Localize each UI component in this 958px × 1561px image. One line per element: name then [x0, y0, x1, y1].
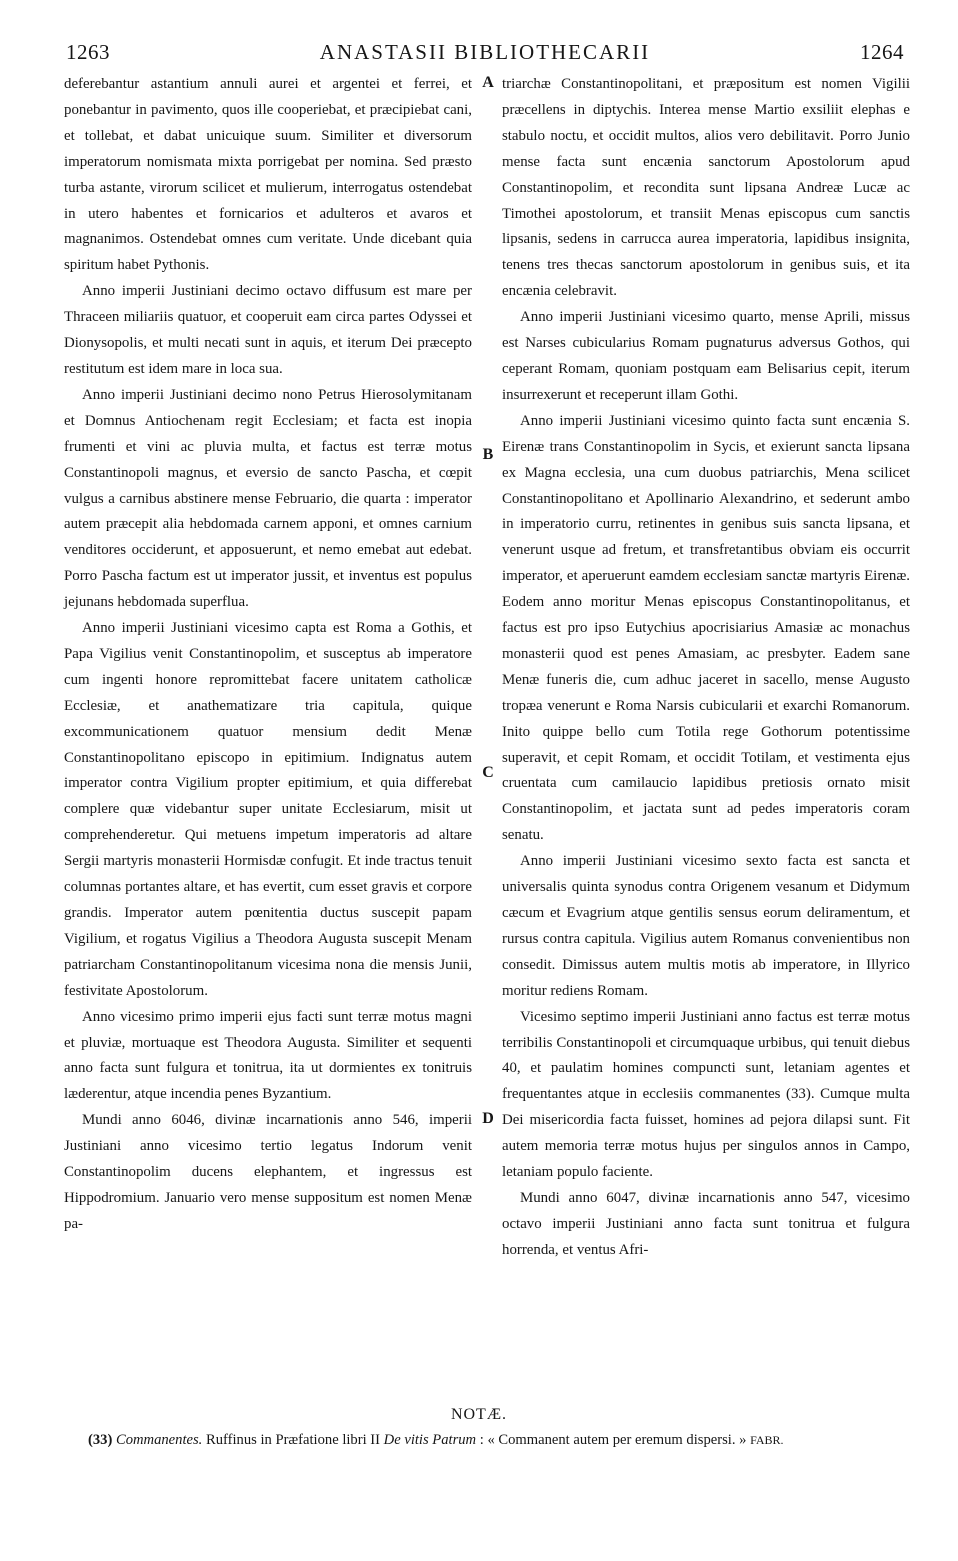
paragraph: Anno imperii Justiniani decimo nono Petrus Hierosolymitanam et Domnus Antiochenam regit Ecclesiam; et facta est inopia frumenti et vini ac pluvia multa, et factus est terræ motus Constantinopoli magnus, et eversio de sancto Pascha, et cœpit vulgus a carnibus abstinere mense Februario, die quarta : imperator autem præcepit alia hebdomada carnem apponi, et omnes carnium venditores occiderunt, et apposuerunt, et nemo emebat aut edebat. Porro Pascha factum est ut imperator jussit, et inventus est populus jejunans hebdomada superflua.	[64, 386, 472, 611]
footnote-work-title: De vitis Patrum	[383, 1432, 477, 1448]
paragraph: Anno imperii Justiniani vicesimo sexto facta est sancta et universalis quinta synodus contra Origenem vesanum et Didymum cæcum et Evagrium atque gentilis sensus eorum deliramentum, et rursus contra capitula. Vigilius autem Romanus convenientibus non consedit. Dimissus autem multis motis ab imperatore, in Illyrico moritur rediens Romam.	[502, 853, 910, 999]
running-title: ANASTASII BIBLIOTHECARII	[319, 40, 651, 64]
margin-marker-c: C	[482, 764, 494, 781]
footnote-text: Ruffinus in Præfatione libri II	[205, 1432, 381, 1448]
footnote-author: FABR.	[750, 1433, 784, 1447]
left-column	[64, 72, 472, 1238]
margin-marker-a: A	[482, 74, 494, 91]
paragraph: Anno imperii Justiniani vicesimo capta est Roma a Gothis, et Papa Vigilius venit Constantinopolim, et susceptus ab imperatore cum ingenti honore repromittebat facere unitatem catholicæ Ecclesiæ, et anathematizare tria capitula, quique excommunicationem quatuor mensium dedit Menæ Constantinopolitano episcopo in epitimium. Indignatus autem imperator contra Vigilium propter epitimium, et quia differebat complere quæ videbantur super unitate Ecclesiarum, misit ut comprehenderetur. Qui metuens impetum imperatoris ad altare Sergii martyris monasterii Hormisdæ confugit. Et inde tractus tenuit columnas portantes altare, et has evertit, cum esset gravis et corpore grandis. Imperator autem pœnitentia ductus suscepit papam Vigilium, et rogatus Vigilius a Theodora Augusta suscepit Menam patriarcham Constantinopolitanum vicesima nona die mensis Junii, festivitate Apostolorum.	[64, 620, 472, 999]
paragraph: Anno imperii Justiniani vicesimo quarto, mense Aprili, missus est Narses cubicularius Romam pugnaturus adversus Gothos, qui ceperant Romam, quoniam postquam eam Belisarius cepit, iterum insurrexerunt et receperunt illam Gothi.	[502, 309, 910, 403]
paragraph: deferebantur astantium annuli aurei et argentei et ferrei, et ponebantur in pavimento, quos ille cooperiebat, et præcipiebat cani, et tollebat, et dabat unicuique suum. Similiter et diversorum imperatorum nomismata mixta porrigebat per nomina. Sed præsto turba astante, virorum scilicet et mulierum, interrogatus ostendebat in utero habentes et fornicarios et adulteros et avaros et magnanimos. Ostendebat omnes cum veritate. Unde dicebant quia spiritum habet Pythonis.	[64, 76, 472, 274]
paragraph: Mundi anno 6046, divinæ incarnationis anno 546, imperii Justiniani anno vicesimo tertio legatus Indorum venit Constantinopolim ducens elephantem, et ingressus est Hippodromium. Januario vero mense suppositum est nomen Menæ pa-	[64, 1112, 472, 1232]
page-number-right: 1264	[860, 40, 904, 64]
margin-marker-b: B	[482, 446, 494, 463]
paragraph: Anno vicesimo primo imperii ejus facti sunt terræ motus magni et pluviæ, mortuaque est Theodora Augusta. Similiter et sequenti anno facta sunt fulgura et tonitrua, ita ut dormientes ex tonitruis læderentur, atque incendia penes Byzantium.	[64, 1008, 472, 1103]
paragraph: Anno imperii Justiniani decimo octavo diffusum est mare per Thraceen miliariis quatuor, et cooperuit eam circa partes Odyssei et Dionysopolis, et multi necati sunt in aquis, et iterum Dei præcepto restitutum est idem mare in loca sua.	[64, 283, 472, 377]
footnote-number: (33)	[88, 1432, 113, 1448]
page-number-left: 1263	[66, 40, 110, 64]
paragraph: Mundi anno 6047, divinæ incarnationis anno 547, vicesimo octavo imperii Justiniani anno facta sunt tonitrua et fulgura horrenda, et ventus Afri-	[502, 1189, 910, 1258]
notes-heading: NOTÆ.	[450, 1406, 508, 1423]
running-header	[66, 40, 904, 70]
margin-marker-d: D	[482, 1110, 494, 1127]
paragraph: Anno imperii Justiniani vicesimo quinto facta sunt encænia S. Eirenæ trans Constantinopolim in Sycis, et exierunt sancta lipsana ex Magna ecclesia, una cum duobus patriarchis, Mena scilicet Constantinopolitano et Apollinario Alexandrino, et sederunt ambo in imperatorio curru, retinentes in genibus suis sancta lipsana, et venerunt usque ad fretum, et transfretantibus obviam eis occurrit imperator, et aperuerunt eamdem ecclesiam sanctæ martyris Eirenæ. Eodem anno moritur Menas episcopus Constantinopolitanus, et factus est pro ipso Eutychius apocrisiarius Amasiæ ac monachus monasterii quod est penes Amasiam, ac presbyter. Eadem sane Menæ funeris die, cum adhuc jaceret in sacello, mense Augusto tropæa venerunt e Roma Narsis cubicularii et exarchi Romanorum. Inito quippe bello cum Totila rege Gothorum potentissime superavit, et cepit Romam, et occidit Totilam, et vestimenta ejus cruentata cum camilaucio lapidibus pretiosis ornato misit Constantinopolim, et jactata sunt ad pedes imperatoris coram senatu.	[502, 412, 910, 844]
footnote-lemma: Commanentes.	[115, 1432, 203, 1448]
paragraph: triarchæ Constantinopolitani, et præpositum est nomen Vigilii præcellens in diptychis. Interea mense Martio exsiliit elephas e stabulo noctu, et occidit multos, alios vero debilitavit. Porro Junio mense facta sunt encænia sanctorum Apostolorum apud Constantinopolim, et recondita sunt lipsana Andreæ Lucæ ac Timothei apostolorum, et transiit Menas episcopus cum sanctis lipsanis, sedens in carrucca aurea imperatoria, lapidibus insignita, tenens tres thecas sanctorum apostolorum in genibus suis, et ita encænia celebravit.	[502, 76, 910, 300]
footnote	[88, 1430, 914, 1450]
footnote-quote: : « Commanent autem per eremum dispersi. »	[479, 1432, 747, 1448]
right-column	[502, 72, 910, 1264]
paragraph: Vicesimo septimo imperii Justiniani anno factus est terræ motus terribilis Constantinopoli et circumquaque urbibus, qui tenuit diebus 40, et paulatim homines compuncti sunt, letaniam agentes et frequentantes atque in ecclesiis commanentes (33). Cumque multa Dei misericordia facta fuisset, homines ad pejora dilapsi sunt. Fit autem memoria terræ motus hujus per singulos annos in Campo, letaniam populo faciente.	[502, 1008, 910, 1181]
